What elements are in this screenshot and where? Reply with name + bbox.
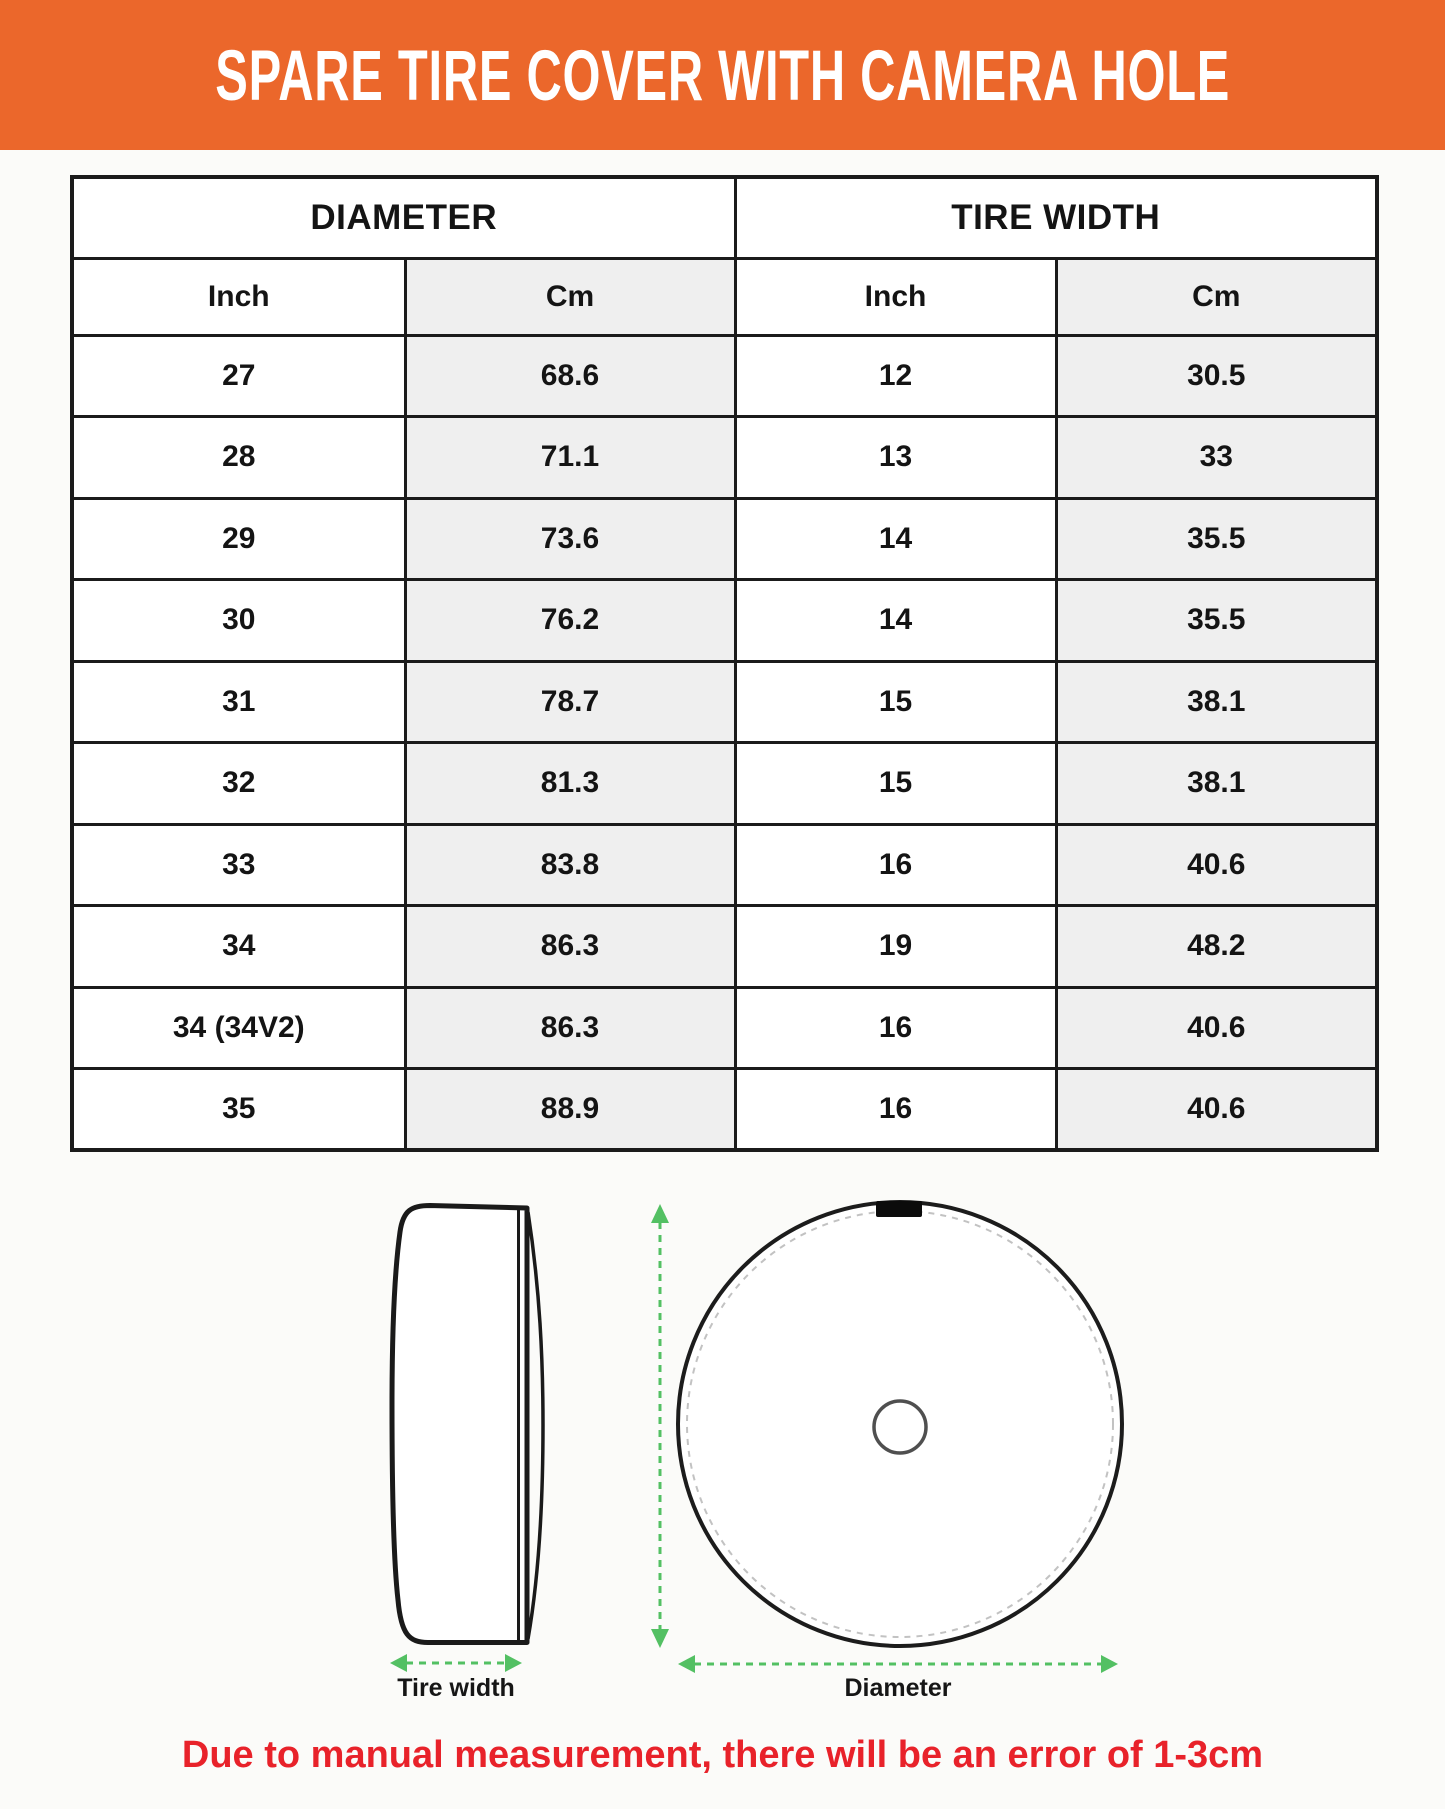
table-cell: 33	[1056, 417, 1377, 499]
table-cell: 16	[735, 987, 1056, 1069]
measurement-error-note: Due to manual measurement, there will be an error of 1-3cm	[181, 1734, 1264, 1776]
table-cell: 30.5	[1056, 335, 1377, 417]
table-body	[72, 335, 1377, 1150]
table-cell: 31	[72, 661, 405, 743]
table-cell: 14	[735, 580, 1056, 662]
table-cell: 28	[72, 417, 405, 499]
table-cell: 34	[72, 906, 405, 988]
width-cm-header: Cm	[1056, 258, 1377, 335]
table-cell: 35	[72, 1069, 405, 1151]
width-inch-header: Inch	[735, 258, 1056, 335]
table-cell: 86.3	[405, 987, 735, 1069]
table-cell: 48.2	[1056, 906, 1377, 988]
diameter-inch-header: Inch	[72, 258, 405, 335]
table-group-header-row	[72, 177, 1377, 258]
diameter-label: Diameter	[844, 1674, 952, 1702]
page-title: SPARE TIRE COVER WITH CAMERA HOLE	[215, 35, 1230, 115]
tire-front-view	[678, 1201, 1122, 1646]
table-cell: 34 (34V2)	[72, 987, 405, 1069]
table-cell: 81.3	[405, 743, 735, 825]
diameter-group-header: DIAMETER	[72, 177, 735, 258]
table-cell: 33	[72, 824, 405, 906]
table-cell: 29	[72, 498, 405, 580]
table-row	[72, 580, 1377, 662]
table-cell: 19	[735, 906, 1056, 988]
table-row	[72, 987, 1377, 1069]
top-strap-mark	[876, 1201, 922, 1217]
table-row	[72, 906, 1377, 988]
diameter-horizontal-arrow	[678, 1655, 1118, 1673]
table-cell: 16	[735, 1069, 1056, 1151]
camera-hole-icon	[874, 1401, 926, 1453]
table-cell: 38.1	[1056, 743, 1377, 825]
table-cell: 14	[735, 498, 1056, 580]
table-cell: 12	[735, 335, 1056, 417]
table-row	[72, 661, 1377, 743]
table-cell: 83.8	[405, 824, 735, 906]
table-cell: 40.6	[1056, 987, 1377, 1069]
table-cell: 88.9	[405, 1069, 735, 1151]
tire-side-outline	[392, 1206, 527, 1643]
table-cell: 35.5	[1056, 498, 1377, 580]
diameter-vertical-arrow	[651, 1204, 669, 1648]
tire-side-bulge-edge	[528, 1212, 543, 1639]
table-row	[72, 335, 1377, 417]
size-table	[70, 175, 1379, 1152]
header-banner	[0, 0, 1445, 150]
tire-width-arrow	[390, 1654, 522, 1672]
tire-width-group-header: TIRE WIDTH	[735, 177, 1377, 258]
tire-width-label: Tire width	[397, 1674, 515, 1702]
table-cell: 73.6	[405, 498, 735, 580]
table-row	[72, 1069, 1377, 1151]
table-cell: 15	[735, 743, 1056, 825]
table-cell: 68.6	[405, 335, 735, 417]
tire-diagram	[0, 1150, 1445, 1809]
table-row	[72, 743, 1377, 825]
table-row	[72, 417, 1377, 499]
table-cell: 27	[72, 335, 405, 417]
table-cell: 32	[72, 743, 405, 825]
tire-side-view	[392, 1206, 543, 1643]
table-cell: 16	[735, 824, 1056, 906]
table-cell: 30	[72, 580, 405, 662]
table-cell: 15	[735, 661, 1056, 743]
diameter-cm-header: Cm	[405, 258, 735, 335]
table-subheader-row	[72, 258, 1377, 335]
table-cell: 76.2	[405, 580, 735, 662]
table-cell: 35.5	[1056, 580, 1377, 662]
table-cell: 40.6	[1056, 824, 1377, 906]
table-cell: 38.1	[1056, 661, 1377, 743]
table-cell: 40.6	[1056, 1069, 1377, 1151]
table-cell: 13	[735, 417, 1056, 499]
table-cell: 86.3	[405, 906, 735, 988]
table-cell: 78.7	[405, 661, 735, 743]
table-cell: 71.1	[405, 417, 735, 499]
table-row	[72, 824, 1377, 906]
table-row	[72, 498, 1377, 580]
